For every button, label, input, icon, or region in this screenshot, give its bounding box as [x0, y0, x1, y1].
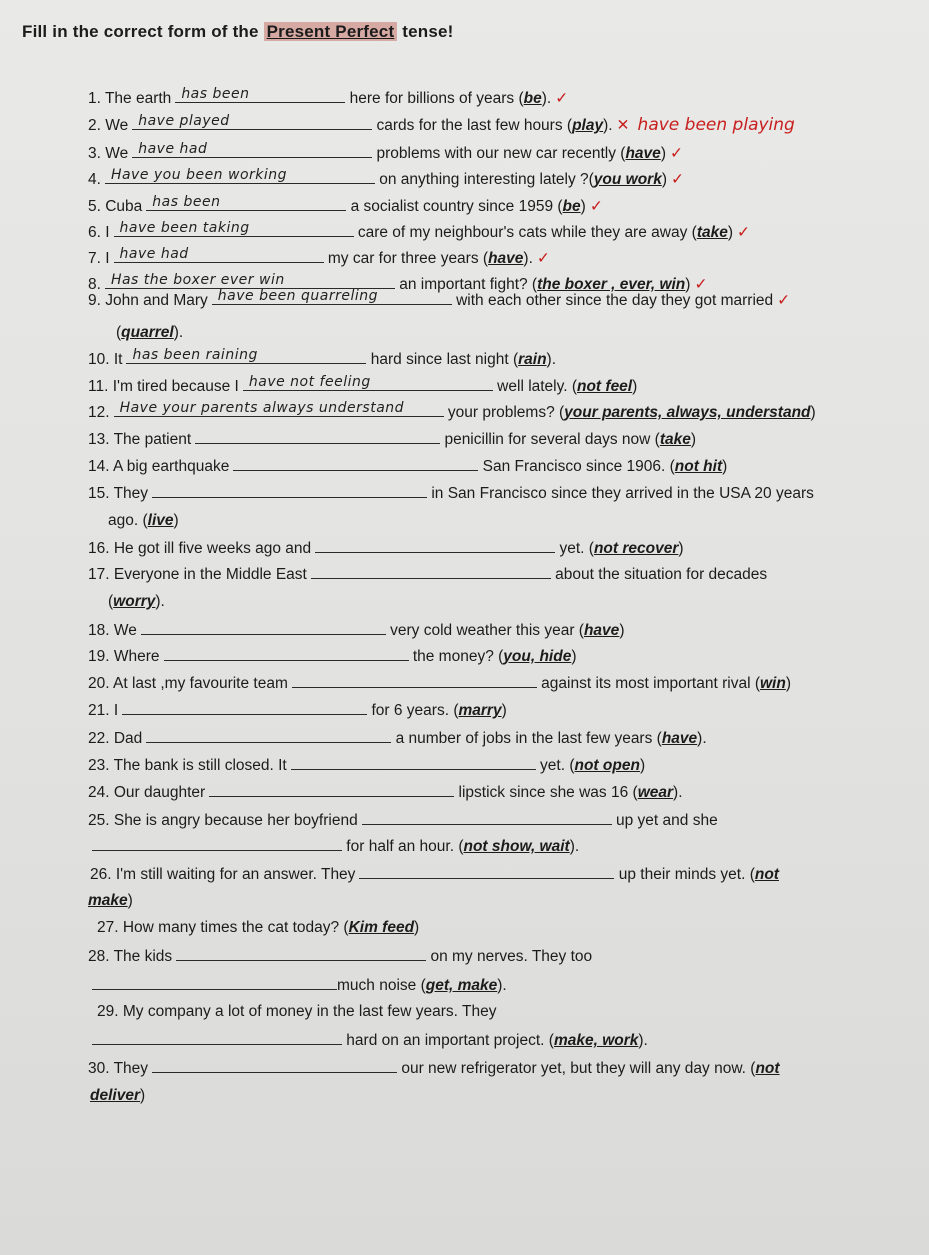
item-prompt: 19. Where	[88, 648, 160, 665]
exercise-line	[88, 349, 556, 370]
item-tail: )	[722, 458, 728, 475]
item-prompt: 9. John and Mary	[88, 292, 208, 309]
item-prompt: 5. Cuba	[88, 198, 143, 215]
item-tail: ).	[603, 117, 613, 134]
item-text: against its most important rival (	[536, 675, 760, 692]
exercise-line	[88, 143, 683, 164]
verb-hint: have	[488, 250, 524, 267]
verb-hint: live	[147, 512, 174, 529]
exercise-line	[88, 115, 795, 136]
exercise-line	[88, 646, 577, 667]
handwritten-answer: Has the boxer ever win	[110, 272, 285, 288]
answer-blank[interactable]	[114, 222, 354, 237]
item-tail: )	[685, 276, 691, 293]
item-tail: )	[414, 919, 420, 936]
verb-hint: Kim feed	[348, 919, 415, 936]
check-mark-icon: ✓	[671, 170, 685, 188]
verb-hint: play	[572, 117, 604, 134]
exercise-line	[88, 456, 727, 477]
check-mark-icon: ✓	[694, 275, 708, 293]
item-text: my car for three years (	[323, 250, 489, 267]
item-text: much noise (	[337, 977, 426, 994]
title-before: Fill in the correct form of the	[22, 22, 264, 41]
item-prompt: 14. A big earthquake	[88, 458, 230, 475]
item-text: hard since last night (	[366, 351, 519, 368]
item-prompt: 1. The earth	[88, 90, 172, 107]
verb-hint: marry	[458, 702, 502, 719]
item-text: a number of jobs in the last few years (	[391, 730, 662, 747]
item-tail: )	[690, 431, 697, 448]
verb-hint: make, work	[553, 1032, 639, 1049]
verb-hint: worry	[113, 593, 156, 610]
item-prompt: 17. Everyone in the Middle East	[88, 566, 307, 583]
exercise-line	[88, 429, 696, 450]
item-prompt: 24. Our daughter	[88, 784, 206, 801]
answer-blank[interactable]	[175, 88, 345, 103]
answer-blank[interactable]	[195, 429, 440, 444]
verb-hint: be	[523, 90, 542, 107]
teacher-correction: have been playing	[637, 115, 795, 135]
item-prompt: 12.	[88, 404, 110, 421]
answer-blank[interactable]	[233, 456, 478, 471]
answer-blank[interactable]	[311, 564, 551, 579]
exercise-line	[88, 836, 579, 857]
handwritten-answer: has been	[181, 86, 250, 102]
item-text: in San Francisco since they arrived in the USA 20 years	[427, 485, 814, 502]
item-tail: )	[619, 622, 625, 639]
item-tail: ).	[497, 977, 507, 994]
handwritten-answer: has been	[152, 194, 221, 210]
answer-blank[interactable]	[122, 700, 367, 715]
item-tail: )	[139, 1087, 146, 1104]
item-text: lipstick since she was 16 (	[454, 784, 638, 801]
answer-blank[interactable]	[291, 755, 536, 770]
exercise-line	[97, 1002, 496, 1022]
answer-blank[interactable]	[146, 728, 391, 743]
exercise-line	[88, 1058, 780, 1079]
verb-hint: have	[625, 145, 661, 162]
cross-mark-icon: ✕	[616, 116, 630, 134]
item-text: a socialist country since 1959 (	[346, 198, 563, 215]
title-highlight: Present Perfect	[264, 22, 398, 41]
item-text: well lately. (	[492, 378, 577, 395]
verb-hint: make	[88, 892, 128, 909]
item-prompt: 21. I	[88, 702, 119, 719]
item-tail: too	[566, 948, 593, 965]
item-prompt: 25. She is angry because her boyfriend	[88, 812, 358, 829]
exercise-line	[88, 782, 683, 803]
item-text: for 6 years. (	[367, 702, 459, 719]
exercise-line	[90, 864, 779, 885]
exercise-line	[88, 196, 603, 217]
handwritten-answer: has been raining	[132, 347, 258, 363]
item-tail: ).	[155, 593, 165, 610]
check-mark-icon: ✓	[555, 89, 569, 107]
item-text: an important fight? (	[394, 276, 538, 293]
item-text: about the situation for decades	[550, 566, 768, 583]
answer-blank[interactable]	[114, 248, 324, 263]
exercise-line	[88, 755, 645, 776]
item-text: yet. (	[535, 757, 575, 774]
item-tail: ).	[541, 90, 552, 107]
verb-hint: deliver	[90, 1087, 140, 1104]
check-mark-icon: ✓	[777, 291, 791, 309]
handwritten-answer: have played	[138, 113, 230, 129]
item-prompt: 16. He got ill five weeks ago and	[88, 540, 312, 557]
answer-blank[interactable]	[126, 349, 366, 364]
item-text: for half an hour. (	[342, 838, 464, 855]
handwritten-answer: Have you been working	[110, 167, 288, 183]
item-tail: )	[580, 198, 586, 215]
item-prompt: 3. We	[88, 145, 129, 162]
item-prompt: 27. How many times	[97, 919, 238, 936]
verb-hint: your parents, always, understand	[564, 404, 811, 421]
answer-blank[interactable]	[243, 376, 493, 391]
verb-hint: take	[696, 224, 728, 241]
item-text: up their minds yet. (	[614, 866, 755, 883]
exercise-line	[88, 810, 718, 831]
item-text: hard on an important project. (	[342, 1032, 554, 1049]
item-text: ago. (	[108, 512, 148, 529]
handwritten-answer: have been taking	[119, 220, 250, 236]
exercise-line	[88, 169, 684, 190]
handwritten-answer: have been quarreling	[217, 288, 379, 304]
item-text: penicillin for several days now (	[440, 431, 660, 448]
item-tail: )	[660, 145, 666, 162]
verb-hint: win	[759, 675, 786, 692]
verb-hint: not open	[574, 757, 640, 774]
item-tail: ).	[697, 730, 707, 747]
item-prompt: 22. Dad	[88, 730, 143, 747]
verb-hint: the boxer , ever, win	[537, 276, 686, 293]
item-text: up yet and she	[611, 812, 718, 829]
answer-blank[interactable]	[114, 402, 444, 417]
item-tail: ).	[638, 1032, 648, 1049]
item-tail: ).	[523, 250, 533, 267]
item-prompt: 6. I	[88, 224, 110, 241]
item-text: here for billions of years (	[345, 90, 524, 107]
item-prompt: 8.	[88, 276, 101, 293]
item-tail: )	[678, 540, 684, 557]
check-mark-icon: ✓	[589, 197, 603, 215]
item-prompt: 10. It	[88, 351, 123, 368]
answer-blank[interactable]	[141, 620, 386, 635]
item-tail: )	[571, 648, 577, 665]
answer-blank[interactable]	[292, 673, 537, 688]
item-prompt: 13. The patient	[88, 431, 192, 448]
item-text: (	[116, 324, 122, 341]
item-prompt: 29. My company	[97, 1003, 211, 1020]
title-after: tense!	[397, 22, 454, 41]
exercise-line	[108, 592, 165, 612]
exercise-line	[116, 323, 183, 343]
exercise-line	[88, 222, 750, 243]
verb-hint: get, make	[425, 977, 498, 994]
answer-blank[interactable]	[176, 946, 426, 961]
exercise-line	[88, 700, 507, 721]
verb-hint: wear	[637, 784, 674, 801]
answer-blank[interactable]	[92, 836, 342, 851]
exercise-line	[88, 88, 568, 109]
verb-hint: not	[754, 866, 779, 883]
worksheet-title	[22, 22, 454, 42]
verb-hint: not hit	[674, 458, 723, 475]
item-text: problems with our new car recently (	[372, 145, 626, 162]
item-text: cards for the last few hours (	[372, 117, 573, 134]
item-tail: )	[785, 675, 791, 692]
item-text: on my nerves. They	[426, 948, 567, 965]
item-text: the cat today? (	[237, 919, 349, 936]
item-tail: )	[639, 757, 646, 774]
item-text: (	[108, 593, 114, 610]
exercise-line	[88, 673, 791, 694]
item-prompt: 26. I'm still waiting for an answer. They	[90, 866, 356, 883]
exercise-line	[88, 1030, 648, 1051]
exercise-line	[88, 564, 767, 585]
verb-hint: quarrel	[121, 324, 174, 341]
verb-hint: not recover	[593, 540, 679, 557]
item-tail: ).	[673, 784, 683, 801]
verb-hint: take	[659, 431, 691, 448]
item-prompt: 23. The bank is still closed. It	[88, 757, 287, 774]
item-text: the money? (	[408, 648, 504, 665]
answer-blank[interactable]	[92, 975, 337, 990]
item-prompt: 18. We	[88, 622, 137, 639]
answer-blank[interactable]	[92, 1030, 342, 1045]
item-text: San Francisco since 1906. (	[478, 458, 675, 475]
item-text: very cold weather this year (	[385, 622, 584, 639]
handwritten-answer: Have your parents always understand	[119, 400, 405, 416]
verb-hint: not show, wait	[463, 838, 570, 855]
exercise-line	[108, 511, 179, 531]
exercise-line	[88, 376, 637, 397]
answer-blank[interactable]	[209, 782, 454, 797]
item-tail: )	[810, 404, 816, 421]
item-prompt: 28. The kids	[88, 948, 173, 965]
verb-hint: you work	[593, 171, 662, 188]
item-tail: )	[501, 702, 507, 719]
verb-hint: be	[562, 198, 581, 215]
exercise-line	[88, 290, 790, 311]
exercise-line	[97, 918, 419, 938]
exercise-line	[88, 975, 507, 996]
exercise-line	[88, 946, 592, 967]
answer-blank[interactable]	[212, 290, 452, 305]
exercise-line	[90, 1086, 145, 1106]
item-prompt: 20. At last ,my favourite team	[88, 675, 288, 692]
answer-blank[interactable]	[164, 646, 409, 661]
verb-hint: not feel	[577, 378, 633, 395]
check-mark-icon: ✓	[737, 223, 751, 241]
exercise-line	[88, 620, 624, 641]
item-tail: ).	[173, 324, 184, 341]
exercise-line	[88, 483, 814, 504]
answer-blank[interactable]	[152, 483, 427, 498]
exercise-line	[88, 538, 684, 559]
item-tail: )	[661, 171, 668, 188]
item-text: with each other since the day they got married	[451, 292, 774, 309]
item-tail: )	[127, 892, 133, 909]
verb-hint: have	[583, 622, 620, 639]
item-prompt: 7. I	[88, 250, 110, 267]
exercise-line	[88, 891, 133, 911]
handwritten-answer: have had	[138, 141, 208, 157]
exercise-line	[88, 402, 816, 423]
item-tail: ).	[569, 838, 580, 855]
item-text: our new refrigerator yet, but they will any day now. (	[397, 1060, 756, 1077]
check-mark-icon: ✓	[669, 144, 683, 162]
answer-blank[interactable]	[132, 143, 372, 158]
answer-blank[interactable]	[146, 196, 346, 211]
exercise-line	[88, 728, 707, 749]
verb-hint: not	[755, 1060, 780, 1077]
answer-blank[interactable]	[315, 538, 555, 553]
answer-blank[interactable]	[362, 810, 612, 825]
item-tail: )	[173, 512, 179, 529]
item-tail: )	[632, 378, 638, 395]
item-prompt: 30. They	[88, 1060, 149, 1077]
answer-blank[interactable]	[359, 864, 614, 879]
handwritten-answer: have had	[119, 246, 189, 262]
item-text: a lot of money in the last few years. They	[210, 1003, 497, 1020]
item-prompt: 2. We	[88, 117, 129, 134]
answer-blank[interactable]	[152, 1058, 397, 1073]
item-text: on anything interesting lately ?(	[374, 171, 594, 188]
item-text: yet. (	[555, 540, 594, 557]
item-text: your problems? (	[443, 404, 565, 421]
item-tail: ).	[546, 351, 557, 368]
verb-hint: have	[661, 730, 698, 747]
verb-hint: you, hide	[503, 648, 572, 665]
item-prompt: 4.	[88, 171, 101, 188]
answer-blank[interactable]	[105, 169, 375, 184]
answer-blank[interactable]	[132, 115, 372, 130]
item-tail: )	[727, 224, 734, 241]
item-text: care of my neighbour's cats while they are away (	[353, 224, 697, 241]
item-prompt: 11. I'm tired because I	[88, 378, 239, 395]
exercise-line	[88, 248, 550, 269]
item-prompt: 15. They	[88, 485, 149, 502]
verb-hint: rain	[518, 351, 547, 368]
check-mark-icon: ✓	[536, 249, 550, 267]
handwritten-answer: have not feeling	[248, 374, 371, 390]
